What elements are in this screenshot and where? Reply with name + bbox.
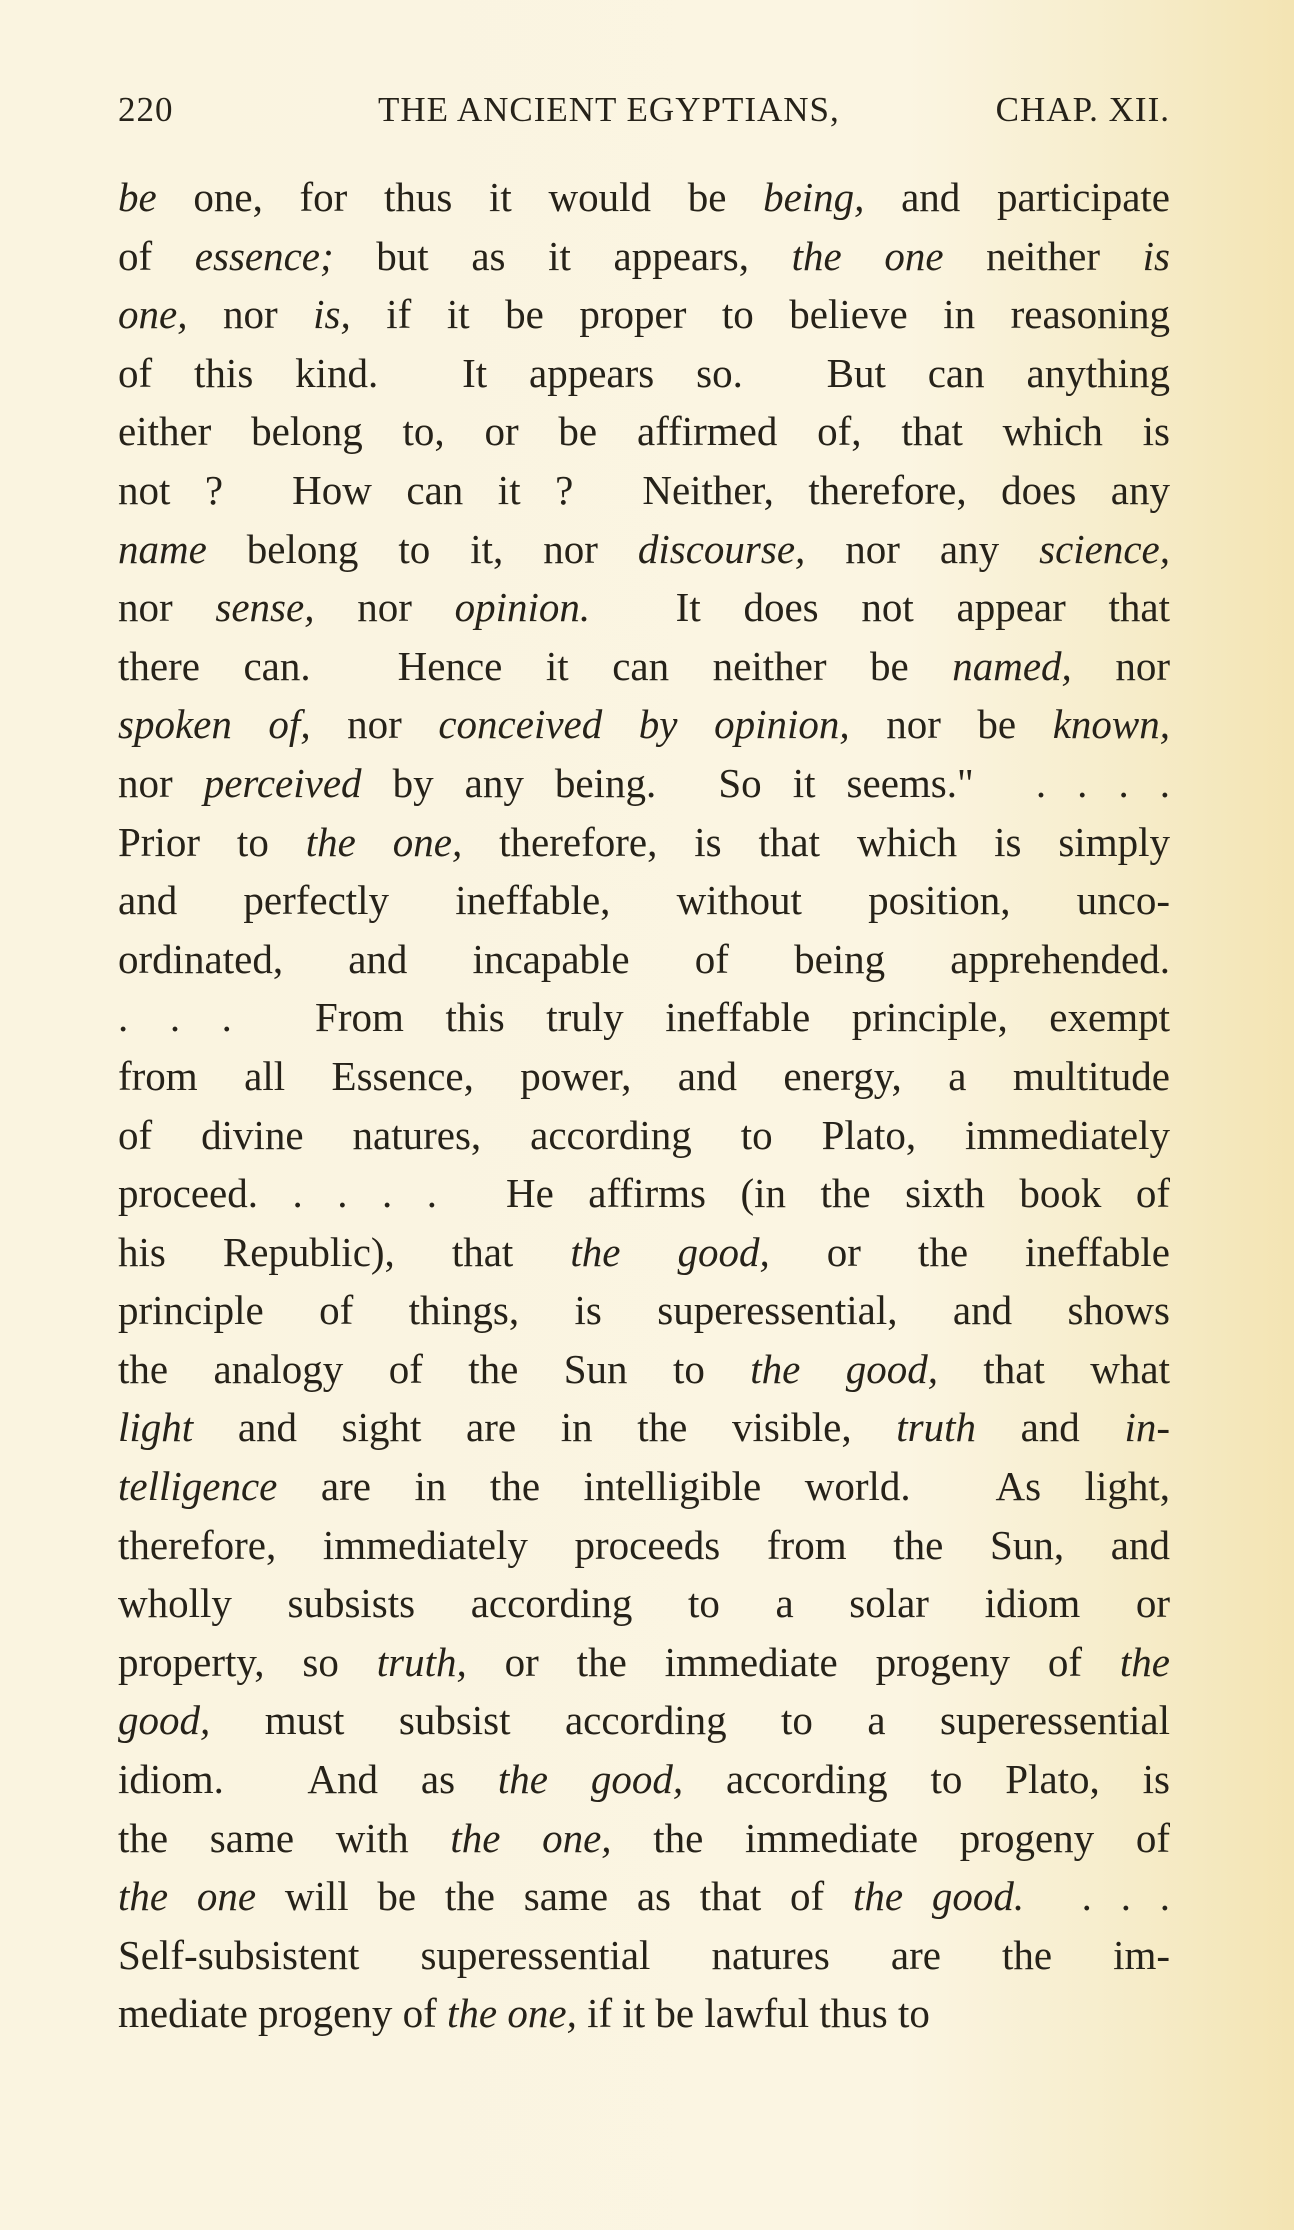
running-header (118, 90, 1170, 150)
text-segment: or the immediate progeny of (466, 1638, 1120, 1685)
body-text (118, 168, 1170, 2043)
text-segment: . . . (1024, 1873, 1170, 1920)
text-segment: wholly subsists according to a solar idiom or (118, 1580, 1170, 1627)
text-segment: there can. Hence it can neither be (118, 642, 953, 689)
italic-text: the one, (450, 1814, 612, 1861)
text-line (118, 461, 1170, 520)
italic-text: the good, (750, 1345, 938, 1392)
text-line (118, 1106, 1170, 1165)
text-segment: ordinated, and incapable of being apprehended. (118, 935, 1170, 982)
text-segment: nor (314, 584, 455, 631)
text-line (118, 930, 1170, 989)
text-line (118, 637, 1170, 696)
text-line (118, 578, 1170, 637)
text-segment: according to Plato, is (683, 1756, 1170, 1803)
text-line (118, 1281, 1170, 1340)
italic-text: the good. (852, 1873, 1025, 1920)
text-line (118, 168, 1170, 227)
italic-text: light (118, 1404, 194, 1451)
text-segment: nor (310, 701, 439, 748)
text-segment: and sight are in the visible, (193, 1404, 897, 1451)
text-line (118, 520, 1170, 579)
italic-text: named, (952, 642, 1072, 689)
text-segment: Self-subsistent superessential natures are the im- (118, 1931, 1170, 1978)
text-segment: from all Essence, power, and energy, a multitude (118, 1052, 1170, 1099)
text-line (118, 227, 1170, 286)
text-segment: mediate progeny of (118, 1990, 448, 2037)
text-segment: and perfectly ineffable, without position, unco- (118, 877, 1170, 924)
text-line (118, 871, 1170, 930)
text-segment: not ? How can it ? Neither, therefore, does any (118, 466, 1170, 513)
text-segment: neither (943, 232, 1143, 279)
text-segment: nor be (849, 701, 1053, 748)
italic-text: the one (118, 1873, 257, 1920)
text-line (118, 1984, 1170, 2043)
text-segment: the analogy of the Sun to (118, 1345, 751, 1392)
chapter-label: CHAP. XII. (995, 90, 1170, 129)
text-line (118, 1633, 1170, 1692)
text-segment: Prior to (118, 818, 306, 865)
italic-text: perceived (203, 759, 362, 806)
text-line (118, 1047, 1170, 1106)
text-segment: that what (938, 1345, 1170, 1392)
text-line (118, 402, 1170, 461)
running-title: THE ANCIENT EGYPTIANS, (378, 90, 840, 129)
text-segment: his Republic), that (118, 1228, 571, 1275)
italic-text: one, (118, 291, 188, 338)
text-line (118, 695, 1170, 754)
text-line (118, 1340, 1170, 1399)
italic-text: name (118, 525, 207, 572)
text-line (118, 1398, 1170, 1457)
text-segment: if it be lawful thus to (576, 1990, 930, 2037)
italic-text: is (1142, 232, 1170, 279)
text-segment: must subsist according to a superessential (210, 1697, 1170, 1744)
text-segment: . . . From this truly ineffable principle, exempt (118, 994, 1170, 1041)
text-line (118, 1691, 1170, 1750)
text-line (118, 813, 1170, 872)
italic-text: in- (1124, 1404, 1170, 1451)
text-segment: are in the intelligible world. As light, (277, 1463, 1170, 1510)
italic-text: sense, (215, 584, 315, 631)
italic-text: be (118, 174, 157, 220)
text-segment: nor any (805, 525, 1040, 572)
text-segment: of divine natures, according to Plato, immediately (118, 1111, 1170, 1158)
italic-text: truth (896, 1404, 976, 1451)
italic-text: science, (1039, 525, 1170, 572)
italic-text: known, (1052, 701, 1170, 748)
italic-text: being, (763, 174, 865, 220)
italic-text: opinion. (454, 584, 591, 631)
text-segment: if it be proper to believe in reasoning (350, 291, 1170, 338)
text-segment: therefore, is that which is simply (462, 818, 1170, 865)
text-segment: of this kind. It appears so. But can anything (118, 349, 1170, 396)
text-segment: nor (118, 759, 204, 806)
italic-text: conceived by opinion, (438, 701, 850, 748)
italic-text: good, (118, 1697, 211, 1744)
text-line (118, 988, 1170, 1047)
italic-text: is, (313, 291, 351, 338)
text-segment: property, so (118, 1638, 377, 1685)
text-segment: It does not appear that (590, 584, 1170, 631)
text-segment: and (975, 1404, 1125, 1451)
text-line (118, 1223, 1170, 1282)
text-segment: the immediate progeny of (611, 1814, 1170, 1861)
text-segment: one, for thus it would be (156, 174, 764, 220)
text-line (118, 1164, 1170, 1223)
text-line (118, 344, 1170, 403)
text-segment: the same with (118, 1814, 451, 1861)
italic-text: the good, (570, 1228, 770, 1275)
italic-text: the (1119, 1638, 1170, 1685)
italic-text: the one, (447, 1990, 577, 2037)
text-line (118, 754, 1170, 813)
text-line (118, 285, 1170, 344)
text-segment: will be the same as that of (256, 1873, 853, 1920)
italic-text: telligence (118, 1463, 278, 1510)
text-segment: nor (118, 584, 216, 631)
italic-text: the good, (497, 1756, 684, 1803)
text-segment: of (118, 232, 195, 279)
italic-text: spoken of, (118, 701, 311, 748)
text-line (118, 1926, 1170, 1985)
text-segment: belong to it, nor (206, 525, 638, 572)
italic-text: essence; (194, 232, 334, 279)
italic-text: discourse, (637, 525, 806, 572)
page-number: 220 (118, 90, 174, 129)
text-line (118, 1574, 1170, 1633)
text-segment: principle of things, is superessential, and shows (118, 1287, 1170, 1334)
text-segment: proceed. . . . . He affirms (in the sixth book of (118, 1170, 1170, 1217)
text-segment: either belong to, or be affirmed of, that which is (118, 408, 1170, 455)
text-segment: therefore, immediately proceeds from the Sun, and (118, 1521, 1170, 1568)
text-line (118, 1809, 1170, 1868)
text-line (118, 1750, 1170, 1809)
text-segment: nor (187, 291, 314, 338)
text-segment: but as it appears, (333, 232, 792, 279)
text-segment: by any being. So it seems." . . . . (361, 759, 1170, 806)
italic-text: the one, (305, 818, 463, 865)
italic-text: the one (791, 232, 944, 279)
text-segment: idiom. And as (118, 1756, 498, 1803)
text-segment: and participate (864, 174, 1170, 220)
text-segment: or the ineffable (769, 1228, 1170, 1275)
text-line (118, 1457, 1170, 1516)
italic-text: truth, (376, 1638, 467, 1685)
text-line (118, 1516, 1170, 1575)
text-segment: nor (1071, 642, 1170, 689)
text-line (118, 1867, 1170, 1926)
